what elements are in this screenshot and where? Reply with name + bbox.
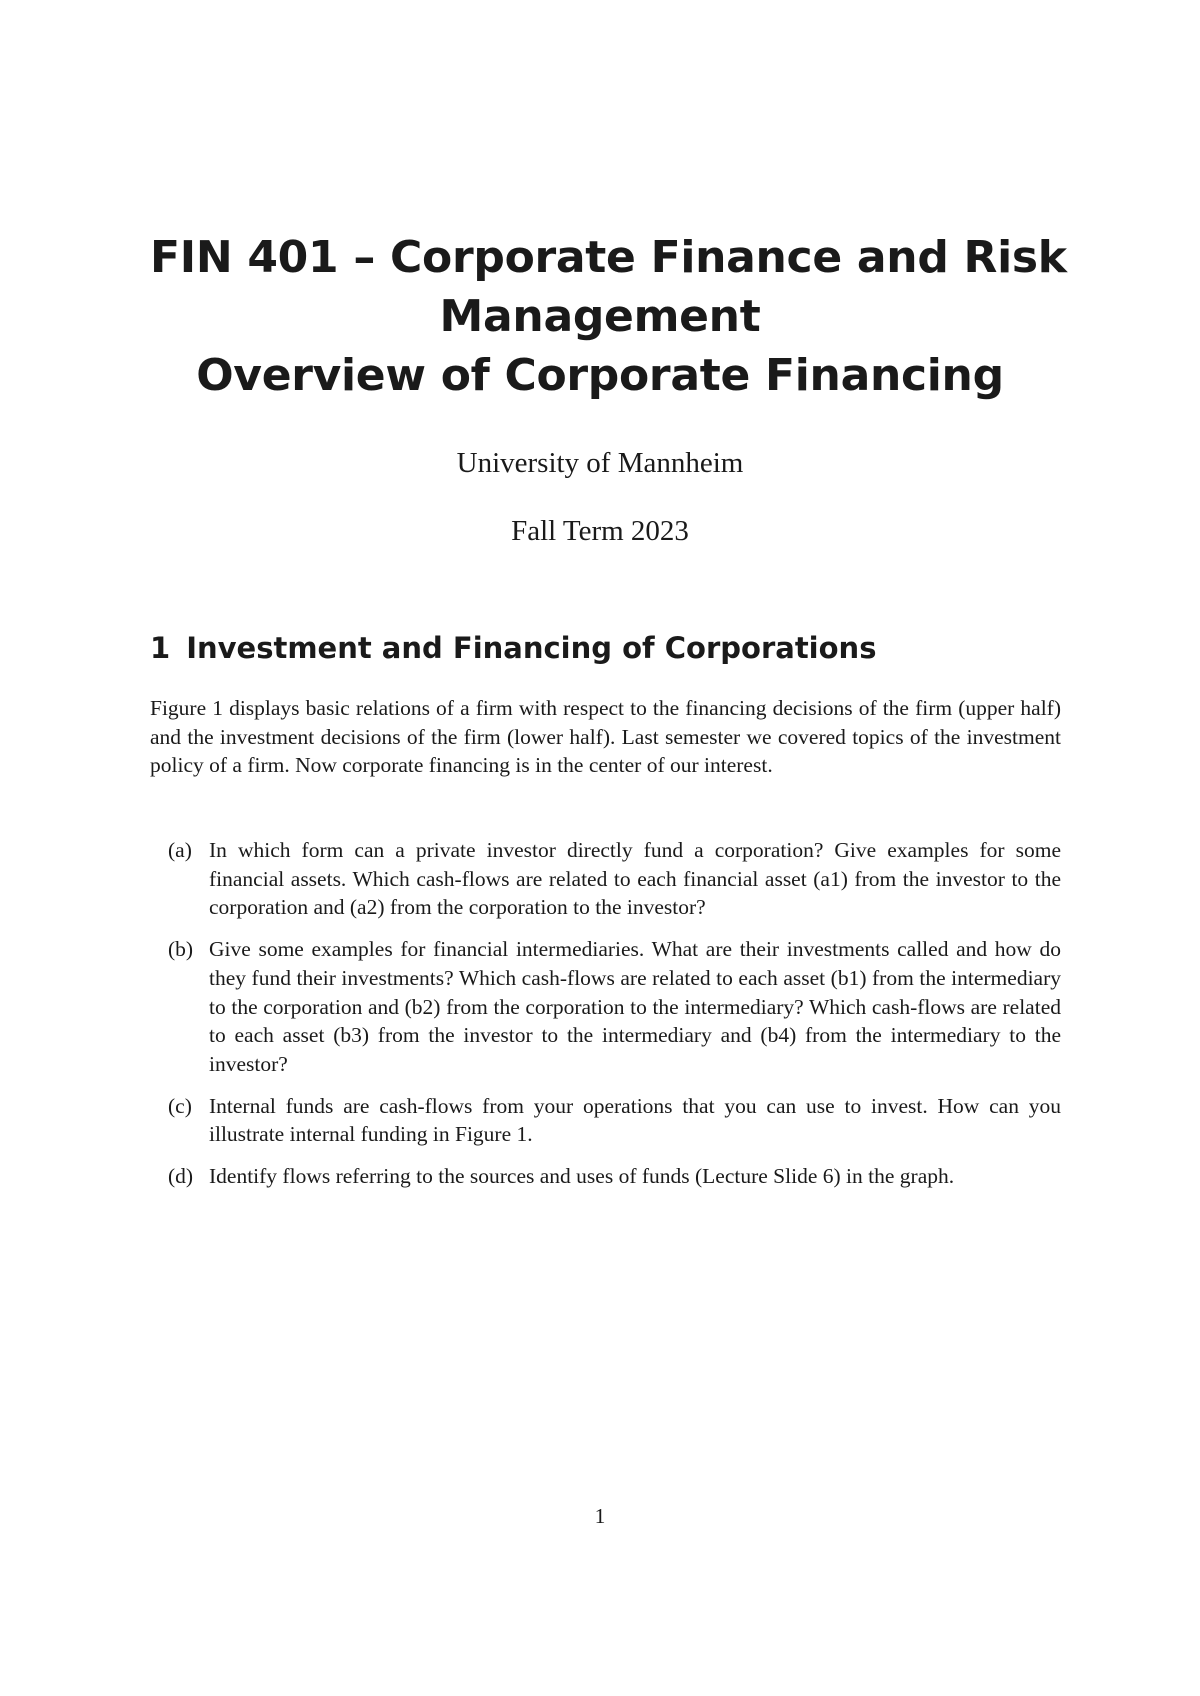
- question-text: In which form can a private investor directly fund a corporation? Give examples for some financial assets. Which cash-flows are related to each financial asset (a1) from the investor to the corporation and (a2) from the corporation to the investor?: [209, 838, 1061, 920]
- question-marker: (b): [168, 937, 194, 962]
- title-line-2: Management: [439, 291, 761, 342]
- section-number: 1: [150, 631, 171, 665]
- question-marker: (a): [168, 838, 192, 862]
- title-line-1: FIN 401 – Corporate Finance and Risk: [150, 232, 1067, 283]
- section-title: Investment and Financing of Corporations: [186, 631, 877, 665]
- question-marker: (c): [168, 1093, 192, 1118]
- question-text: Give some examples for financial intermediaries. What are their investments called and how do they fund their investments? Which cash-flows are related to each asset (b1) from the intermediary to the corporation and (b2) from the corporation to the intermediary? Which cash-flows are related to each asset (b3) from the investor to the intermediary and (b4) from the intermediary to the investor?: [209, 937, 1061, 1076]
- document-date: Fall Term 2023: [511, 515, 689, 547]
- title-line-3: Overview of Corporate Financing: [196, 350, 1004, 401]
- question-text: Internal funds are cash-flows from your operations that you can use to invest. How can you illustrate internal funding in Figure 1.: [209, 1093, 1061, 1147]
- question-item: [150, 1092, 1061, 1149]
- section-heading: [150, 631, 876, 665]
- page-number: 1: [594, 1504, 606, 1528]
- author-institution: University of Mannheim: [456, 447, 744, 479]
- question-marker: (d): [168, 1164, 194, 1189]
- intro-paragraph: Figure 1 displays basic relations of a firm with respect to the financing decisions of the firm (upper half) and the investment decisions of the firm (lower half). Last semester we covered topics of the investment policy of a firm. Now corporate financing is in the center of our interest.: [150, 696, 1061, 778]
- question-item: [150, 1162, 1061, 1191]
- document-title: [150, 228, 1067, 405]
- question-list: [150, 836, 1061, 1204]
- question-item: [150, 836, 1061, 922]
- question-item: [150, 935, 1061, 1079]
- question-text: Identify flows referring to the sources and uses of funds (Lecture Slide 6) in the graph.: [209, 1164, 955, 1189]
